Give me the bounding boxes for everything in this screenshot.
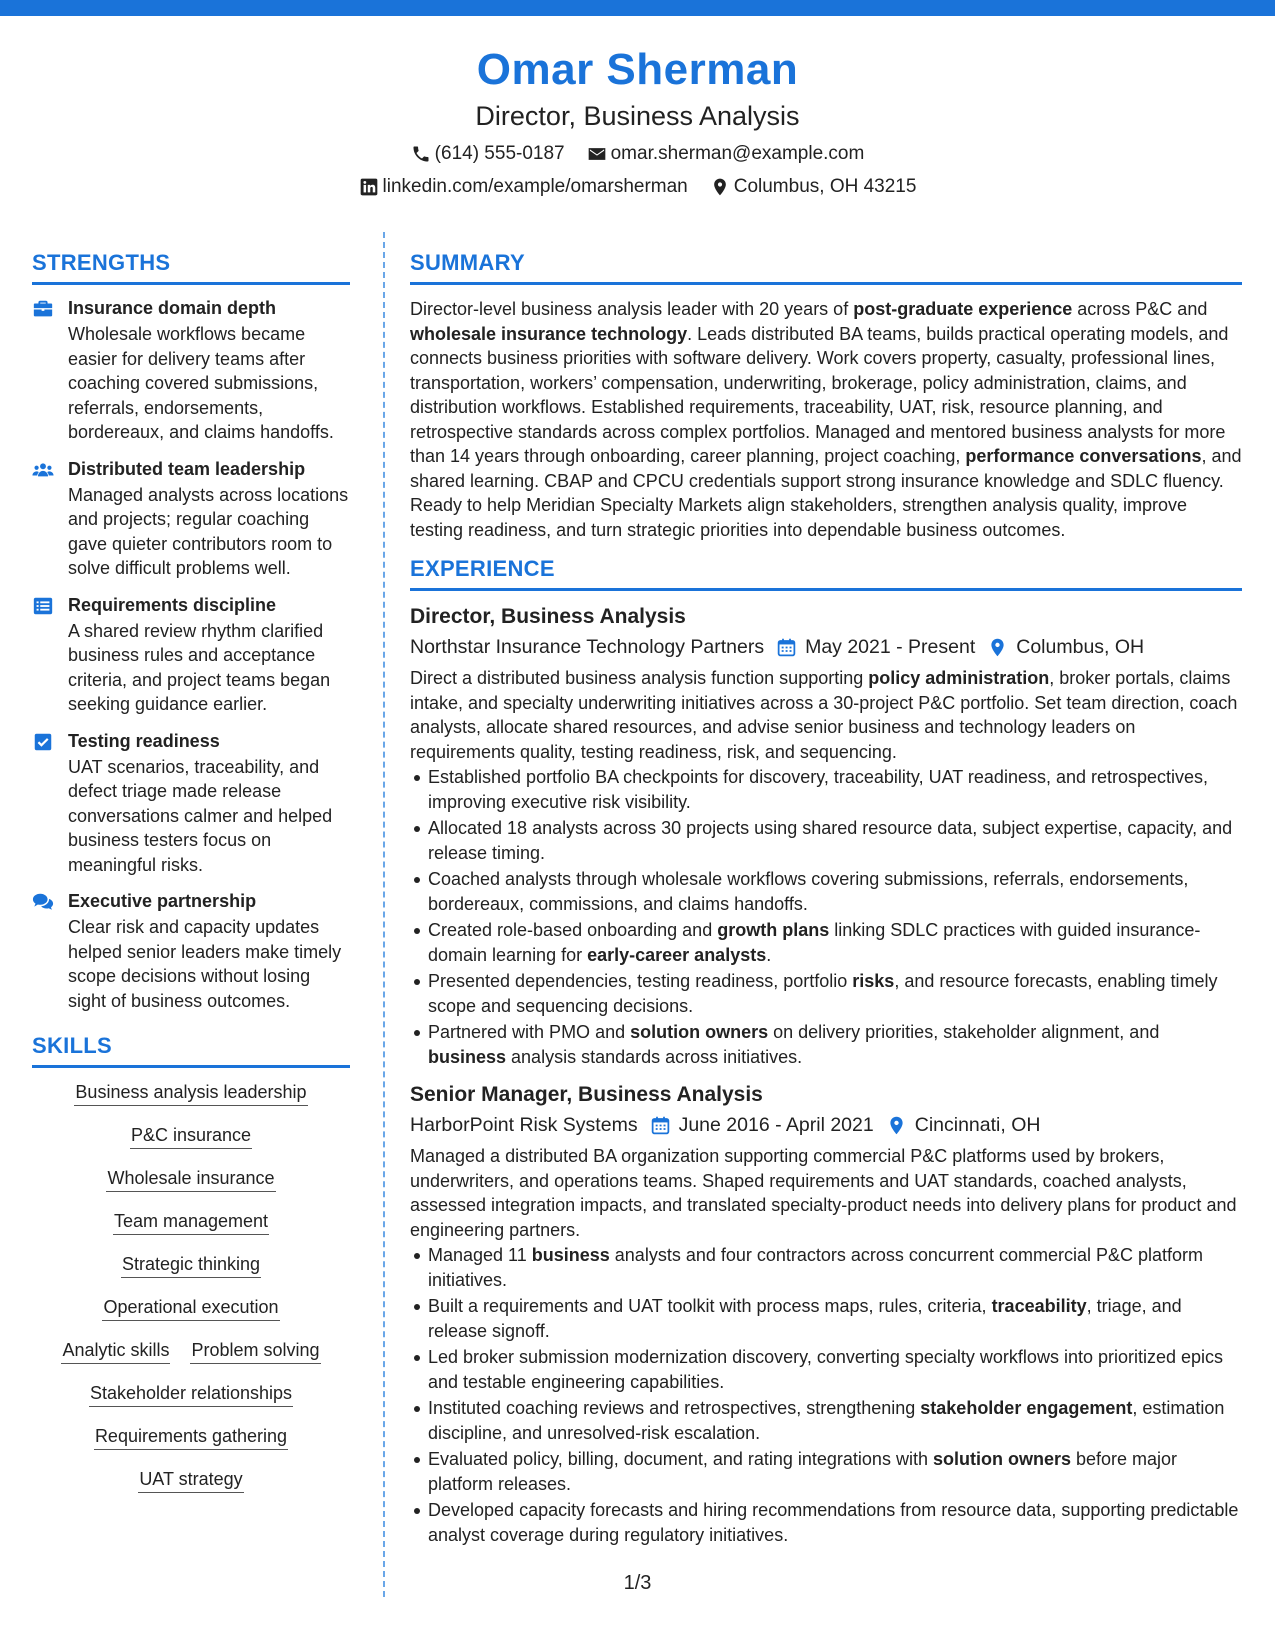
phone-icon bbox=[411, 144, 431, 164]
list-item: Led broker submission modernization discovery, converting specialty workflows into prioritized epics and testable engineering capabilities. bbox=[410, 1345, 1242, 1394]
list-item: Managed 11 business analysts and four contractors across concurrent commercial P&C platform initiatives. bbox=[410, 1243, 1242, 1292]
skills-list bbox=[32, 1080, 350, 1493]
list-item: Built a requirements and UAT toolkit with process maps, rules, criteria, traceability, triage, and release signoff. bbox=[410, 1294, 1242, 1343]
calendar-icon bbox=[650, 1115, 671, 1136]
list-item: Presented dependencies, testing readiness, portfolio risks, and resource forecasts, enabling timely scope and sequencing decisions. bbox=[410, 969, 1242, 1018]
strength-body bbox=[68, 730, 350, 878]
summary-title: SUMMARY bbox=[410, 250, 1242, 285]
skill-row bbox=[32, 1252, 350, 1278]
job-bullets bbox=[410, 765, 1242, 1069]
map-pin-icon bbox=[886, 1115, 907, 1136]
strength-desc: Wholesale workflows became easier for delivery teams after coaching covered submissions, referrals, endorsements, bordereaux, and claims handoffs. bbox=[68, 324, 334, 442]
linkedin-icon bbox=[359, 177, 379, 197]
briefcase-icon bbox=[32, 298, 56, 322]
top-accent-bar bbox=[0, 0, 1275, 16]
linkedin-text: linkedin.com/example/omarsherman bbox=[382, 176, 688, 197]
contact-linkedin[interactable] bbox=[359, 175, 688, 199]
list-item: Coached analysts through wholesale workflows covering submissions, referrals, endorsements, bordereaux, commissions, and claims handoffs. bbox=[410, 867, 1242, 916]
skill-row bbox=[32, 1381, 350, 1407]
skill-tag: Analytic skills bbox=[61, 1338, 170, 1364]
strengths-list bbox=[32, 297, 350, 1013]
strength-title: Distributed team leadership bbox=[68, 458, 306, 479]
strength-title: Testing readiness bbox=[68, 730, 220, 751]
candidate-role: Director, Business Analysis bbox=[475, 101, 800, 131]
skill-row bbox=[32, 1424, 350, 1450]
strength-body bbox=[68, 890, 350, 1013]
left-column bbox=[32, 250, 350, 1510]
map-pin-icon bbox=[710, 177, 730, 197]
contact-row-2 bbox=[0, 175, 1275, 199]
jobs-list bbox=[410, 603, 1242, 1547]
strength-item bbox=[32, 890, 350, 1013]
job-location: Columbus, OH bbox=[1016, 636, 1145, 658]
envelope-icon bbox=[587, 144, 607, 164]
skill-row bbox=[32, 1166, 350, 1192]
strength-item bbox=[32, 594, 350, 717]
strength-title: Insurance domain depth bbox=[68, 298, 277, 318]
calendar-icon bbox=[776, 637, 797, 658]
users-icon bbox=[32, 459, 56, 483]
list-item: Allocated 18 analysts across 30 projects using shared resource data, subject expertise, capacity, and release timing. bbox=[410, 816, 1242, 865]
map-pin-icon bbox=[987, 637, 1008, 658]
skills-title: SKILLS bbox=[32, 1033, 350, 1068]
skill-row bbox=[32, 1295, 350, 1321]
strength-item bbox=[32, 458, 350, 581]
contact-location bbox=[710, 175, 917, 199]
resume-header bbox=[0, 44, 1275, 199]
strength-body bbox=[68, 297, 350, 445]
skill-row bbox=[32, 1080, 350, 1106]
location-text: Columbus, OH 43215 bbox=[733, 176, 917, 197]
job-company: HarborPoint Risk Systems bbox=[410, 1114, 638, 1136]
column-divider bbox=[383, 232, 385, 1597]
list-item: Created role-based onboarding and growth plans linking SDLC practices with guided insurance-domain learning for early-career analysts. bbox=[410, 918, 1242, 967]
strength-item bbox=[32, 297, 350, 445]
job-bullets bbox=[410, 1243, 1242, 1547]
strength-desc: A shared review rhythm clarified business rules and acceptance criteria, and project teams began seeking guidance earlier. bbox=[68, 620, 331, 714]
job-title: Director, Business Analysis bbox=[410, 605, 686, 628]
contact-phone[interactable] bbox=[411, 142, 565, 166]
skill-tag: Strategic thinking bbox=[121, 1252, 261, 1278]
checkbox-icon bbox=[32, 731, 56, 755]
strengths-title: STRENGTHS bbox=[32, 250, 350, 285]
list-item: Developed capacity forecasts and hiring recommendations from resource data, supporting predictable analyst coverage during regulatory initiatives. bbox=[410, 1498, 1242, 1547]
strength-item bbox=[32, 730, 350, 878]
strength-body bbox=[68, 458, 350, 581]
contact-row-1 bbox=[0, 142, 1275, 166]
page-number: 1/3 bbox=[623, 1572, 652, 1594]
skill-row bbox=[32, 1209, 350, 1235]
list-item: Instituted coaching reviews and retrospectives, strengthening stakeholder engagement, estimation discipline, and unresolved-risk escalation. bbox=[410, 1396, 1242, 1445]
job-dates: June 2016 - April 2021 bbox=[678, 1114, 874, 1136]
email-text: omar.sherman@example.com bbox=[610, 143, 865, 164]
skill-tag: Team management bbox=[113, 1209, 269, 1235]
right-column bbox=[410, 250, 1242, 1559]
candidate-name: Omar Sherman bbox=[476, 45, 799, 94]
strength-body bbox=[68, 594, 350, 717]
skill-row bbox=[32, 1467, 350, 1493]
phone-text: (614) 555-0187 bbox=[434, 143, 565, 164]
comments-icon bbox=[32, 891, 56, 915]
strength-desc: Clear risk and capacity updates helped senior leaders make timely scope decisions without losing sight of business outcomes. bbox=[68, 917, 342, 1011]
job-location: Cincinnati, OH bbox=[914, 1114, 1041, 1136]
skill-tag: Stakeholder relationships bbox=[89, 1381, 293, 1407]
list-item: Partnered with PMO and solution owners on delivery priorities, stakeholder alignment, and business analysis standards across initiatives. bbox=[410, 1020, 1242, 1069]
skill-row bbox=[32, 1338, 350, 1364]
skill-tag: Business analysis leadership bbox=[74, 1080, 307, 1106]
list-icon bbox=[32, 595, 56, 619]
job-meta bbox=[410, 1111, 1242, 1139]
summary-text: Director-level business analysis leader with 20 years of post-graduate experience across P&C and wholesale insurance technology. Leads distributed BA teams, builds practical operating models, and connects business priorities with software delivery. Work covers property, casualty, professional lines, transportation, workers’ compensation, underwriting, brokerage, policy administration, claims, and distribution workflows. Established requirements, traceability, UAT, risk, resource planning, and retrospective standards across complex portfolios. Managed and mentored business analysts for more than 14 years through onboarding, career planning, project coaching, performance conversations, and shared learning. CBAP and CPCU credentials support strong insurance knowledge and SDLC fluency. Ready to help Meridian Specialty Markets align stakeholders, strengthen analysis quality, improve testing readiness, and turn strategic priorities into dependable business outcomes. bbox=[410, 299, 1242, 540]
skill-row bbox=[32, 1123, 350, 1149]
skill-tag: Wholesale insurance bbox=[106, 1166, 275, 1192]
contact-email[interactable] bbox=[587, 142, 865, 166]
skill-tag: P&C insurance bbox=[130, 1123, 252, 1149]
job-meta bbox=[410, 633, 1242, 661]
experience-title: EXPERIENCE bbox=[410, 556, 1242, 591]
skill-tag: UAT strategy bbox=[138, 1467, 243, 1493]
skill-tag: Problem solving bbox=[190, 1338, 320, 1364]
strength-desc: Managed analysts across locations and projects; regular coaching gave quieter contributors room to solve difficult problems well. bbox=[68, 484, 349, 578]
job-entry bbox=[410, 1081, 1242, 1547]
job-entry bbox=[410, 603, 1242, 1069]
list-item: Established portfolio BA checkpoints for discovery, traceability, UAT readiness, and retrospectives, improving executive risk visibility. bbox=[410, 765, 1242, 814]
job-description: Managed a distributed BA organization supporting commercial P&C platforms used by brokers, underwriters, and operations teams. Shaped requirements and UAT standards, coached analysts, assessed integration impacts, and translated specialty-product needs into delivery plans for product and engineering partners. bbox=[410, 1146, 1237, 1240]
skill-tag: Requirements gathering bbox=[94, 1424, 288, 1450]
strength-title: Executive partnership bbox=[68, 891, 257, 911]
strength-title: Requirements discipline bbox=[68, 594, 277, 615]
job-description: Direct a distributed business analysis function supporting policy administration, broker portals, claims intake, and specialty underwriting initiatives across a 30-project P&C portfolio. Set team direction, coach analysts, allocate shared resources, and advise senior business and technology leaders on requirements quality, testing readiness, risk, and sequencing. bbox=[410, 668, 1238, 762]
strength-desc: UAT scenarios, traceability, and defect triage made release conversations calmer and helped business testers focus on meaningful risks. bbox=[68, 756, 333, 875]
job-company: Northstar Insurance Technology Partners bbox=[410, 636, 765, 658]
job-dates: May 2021 - Present bbox=[805, 636, 976, 658]
list-item: Evaluated policy, billing, document, and rating integrations with solution owners before major platform releases. bbox=[410, 1447, 1242, 1496]
skill-tag: Operational execution bbox=[102, 1295, 279, 1321]
job-title: Senior Manager, Business Analysis bbox=[410, 1083, 763, 1106]
